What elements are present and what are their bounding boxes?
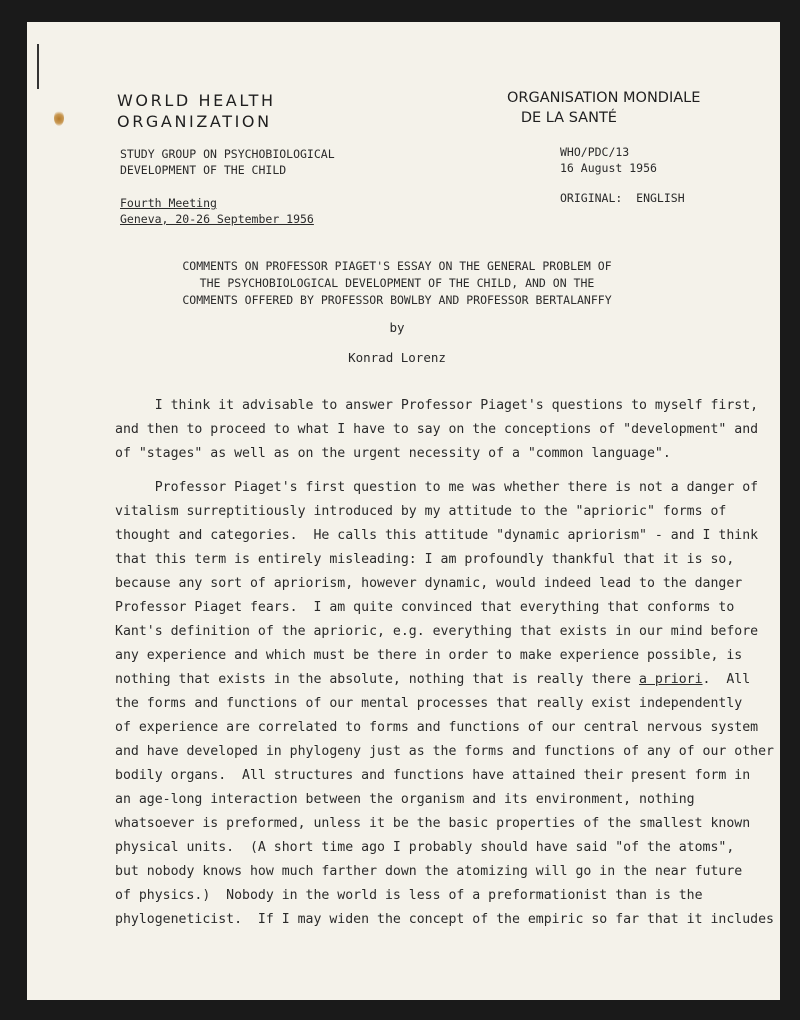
paragraph-2: Professor Piaget's first question to me was whether there is not a danger of vitalism surreptitiously introduced by my attitude to the "aprioric" forms of thought and categories. He calls this attitude "dynamic apriorism" - and I think that this term is entirely misleading: I am profoundly thankful that it is so, because any sort of apriorism, however dynamic, would indeed lead to the danger Professor Piaget fears. I am quite convinced that everything that conforms to Kant's definition of the aprioric, e.g. everything that exists in our mind before any experience and which must be there in order to make experience possible, is nothing that exists in the absolute, nothing that is really there a priori. All the forms and functions of our mental processes that really exist independently of experience are correlated to forms and functions of our central nervous system and have developed in phylogeny just as the forms and functions of any of our other bodily organs. All structures and functions have attained their present form in an age-long interaction between the organism and its environment, nothing whatsoever is preformed, unless it be the basic properties of the smallest known physical units. (A short time ago I probably should have said "of the atoms", but nobody knows how much farther down the atomizing will go in the near future of physics.) Nobody in the world is less of a preformationist than is the phylogeneticist. If I may widen the concept of the empiric so far that it includes — [115, 480, 774, 927]
org-name-french: ORGANISATION MONDIALE DE LA SANTÉ — [507, 90, 701, 126]
by-line: by — [389, 320, 405, 335]
stain-mark — [54, 110, 64, 126]
doc-reference: WHO/PDC/13 16 August 1956 — [560, 145, 657, 175]
document-page — [27, 22, 780, 1000]
original-language: ORIGINAL: ENGLISH — [560, 191, 685, 205]
org-name-english: WORLD HEALTH ORGANIZATION — [117, 91, 276, 131]
meeting-info: Fourth Meeting Geneva, 20-26 September 1956 — [120, 196, 314, 226]
paragraph-1: I think it advisable to answer Professor Piaget's questions to myself first, and then to proceed to what I have to say on the conceptions of "development" and of "stages" as well as on the urgent necessity of a "common language". — [115, 398, 759, 461]
author-name: Konrad Lorenz — [348, 350, 446, 365]
margin-mark — [37, 44, 39, 89]
document-title: COMMENTS ON PROFESSOR PIAGET'S ESSAY ON THE GENERAL PROBLEM OF THE PSYCHOBIOLOGICAL DEVELOPMENT OF THE CHILD, AND ON THE COMMENTS OFFERED BY PROFESSOR BOWLBY AND PROFESSOR BERTALANFFY — [182, 259, 612, 307]
study-group: STUDY GROUP ON PSYCHOBIOLOGICAL DEVELOPMENT OF THE CHILD — [120, 147, 335, 177]
